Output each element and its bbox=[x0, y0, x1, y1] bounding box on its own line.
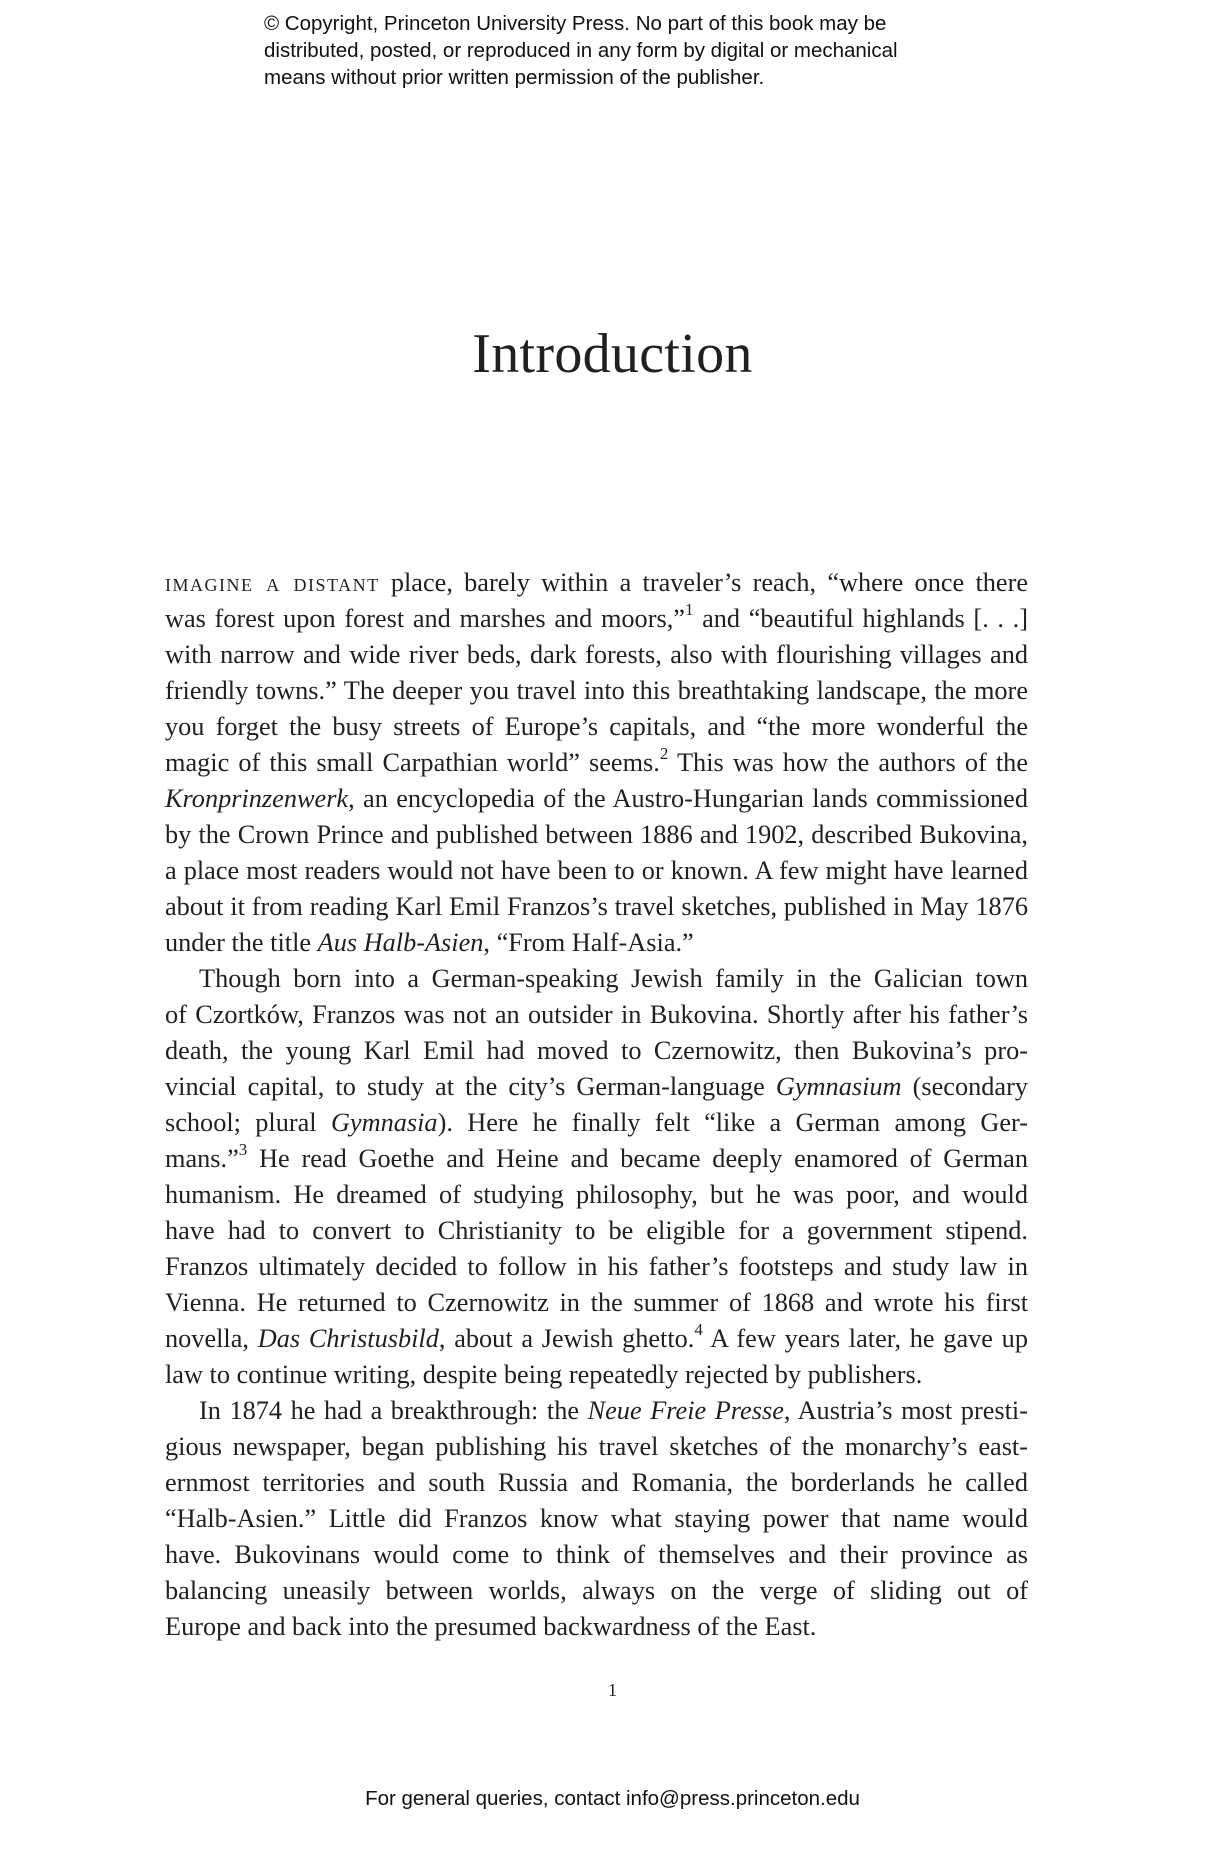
footer-contact: For general queries, contact info@press.princeton.edu bbox=[365, 1787, 860, 1810]
lead-smallcaps: imagine a distant bbox=[165, 568, 380, 597]
italic-title: Neue Freie Presse bbox=[587, 1396, 784, 1425]
text-line: novella, Das Christusbild, about a Jewish ghetto.$^4$ A few years later, he gave up bbox=[165, 1320, 1028, 1353]
text-line: imagine a distant place, barely within a traveler’s reach, “where once there bbox=[165, 568, 1029, 597]
footnote-ref: 3 bbox=[238, 1140, 248, 1160]
body-text bbox=[165, 565, 1028, 1645]
text-line: Franzos ultimately decided to follow in his father’s footsteps and study law in bbox=[165, 1252, 1028, 1281]
text-line: “Halb-Asien.” Little did Franzos know what staying power that name would bbox=[165, 1504, 1028, 1533]
text-line: gious newspaper, began publishing his travel sketches of the monarchy’s east- bbox=[165, 1432, 1028, 1461]
text-line: by the Crown Prince and published between 1886 and 1902, described Bukovina, bbox=[165, 820, 1028, 849]
italic-title: Aus Halb-Asien bbox=[317, 928, 484, 957]
text-line: have. Bukovinans would come to think of themselves and their province as bbox=[165, 1540, 1028, 1569]
copyright-line: distributed, posted, or reproduced in any form by digital or mechanical bbox=[264, 39, 898, 62]
text-line: a place most readers would not have been to or known. A few might have learned bbox=[165, 856, 1028, 885]
copyright-line: © Copyright, Princeton University Press. No part of this book may be bbox=[264, 12, 887, 35]
text-line: Though born into a German-speaking Jewish family in the Galician town bbox=[199, 964, 1028, 993]
text-line: friendly towns.” The deeper you travel into this breathtaking landscape, the more bbox=[165, 676, 1028, 705]
text-line: Vienna. He returned to Czernowitz in the summer of 1868 and wrote his first bbox=[165, 1288, 1028, 1317]
text-line: was forest upon forest and marshes and moors,”$^1$ and “beautiful highlands [. . .] bbox=[165, 600, 1028, 633]
text-line: death, the young Karl Emil had moved to Czernowitz, then Bukovina’s pro- bbox=[165, 1036, 1028, 1065]
text-line: under the title Aus Halb-Asien, “From Half-Asia.” bbox=[165, 928, 694, 957]
italic-term: Gymnasium bbox=[775, 1072, 902, 1101]
text-line: humanism. He dreamed of studying philosophy, but he was poor, and would bbox=[165, 1180, 1028, 1209]
text-line: vincial capital, to study at the city’s German-language Gymnasium (secondary bbox=[165, 1072, 1028, 1101]
chapter-title: Introduction bbox=[472, 323, 753, 385]
text-line: school; plural Gymnasia). Here he finally felt “like a German among Ger- bbox=[165, 1108, 1029, 1137]
text-line: of Czortków, Franzos was not an outsider in Bukovina. Shortly after his father’s bbox=[165, 1000, 1028, 1029]
text-line: In 1874 he had a breakthrough: the Neue Freie Presse, Austria’s most presti- bbox=[199, 1396, 1028, 1425]
copyright-notice bbox=[264, 10, 1004, 91]
footnote-ref: 2 bbox=[659, 744, 669, 764]
text-line: mans.”$^3$ He read Goethe and Heine and became deeply enamored of German bbox=[165, 1140, 1028, 1173]
page-number: 1 bbox=[608, 1680, 617, 1700]
text-line: about it from reading Karl Emil Franzos’s travel sketches, published in May 1876 bbox=[165, 892, 1028, 921]
text-line: with narrow and wide river beds, dark forests, also with flourishing villages and bbox=[165, 640, 1028, 669]
text-line: Europe and back into the presumed backwardness of the East. bbox=[165, 1612, 817, 1641]
text-line: you forget the busy streets of Europe’s capitals, and “the more wonderful the bbox=[165, 712, 1028, 741]
text-line: Kronprinzenwerk, an encyclopedia of the Austro-Hungarian lands commissioned bbox=[165, 784, 1028, 813]
footnote-ref: 1 bbox=[684, 600, 694, 620]
text-line: law to continue writing, despite being repeatedly rejected by publishers. bbox=[165, 1360, 923, 1389]
italic-term: Gymnasia bbox=[330, 1108, 438, 1137]
text-line: magic of this small Carpathian world” seems.$^2$ This was how the authors of the bbox=[165, 744, 1028, 777]
italic-title: Kronprinzenwerk bbox=[165, 784, 349, 813]
text-line: balancing uneasily between worlds, always on the verge of sliding out of bbox=[165, 1576, 1028, 1605]
footnote-ref: 4 bbox=[694, 1320, 703, 1340]
copyright-line: means without prior written permission of the publisher. bbox=[264, 66, 765, 89]
italic-title: Das Christusbild bbox=[257, 1324, 439, 1353]
text-line: have had to convert to Christianity to be eligible for a government stipend. bbox=[165, 1216, 1028, 1245]
text-line: ernmost territories and south Russia and Romania, the borderlands he called bbox=[165, 1468, 1028, 1497]
